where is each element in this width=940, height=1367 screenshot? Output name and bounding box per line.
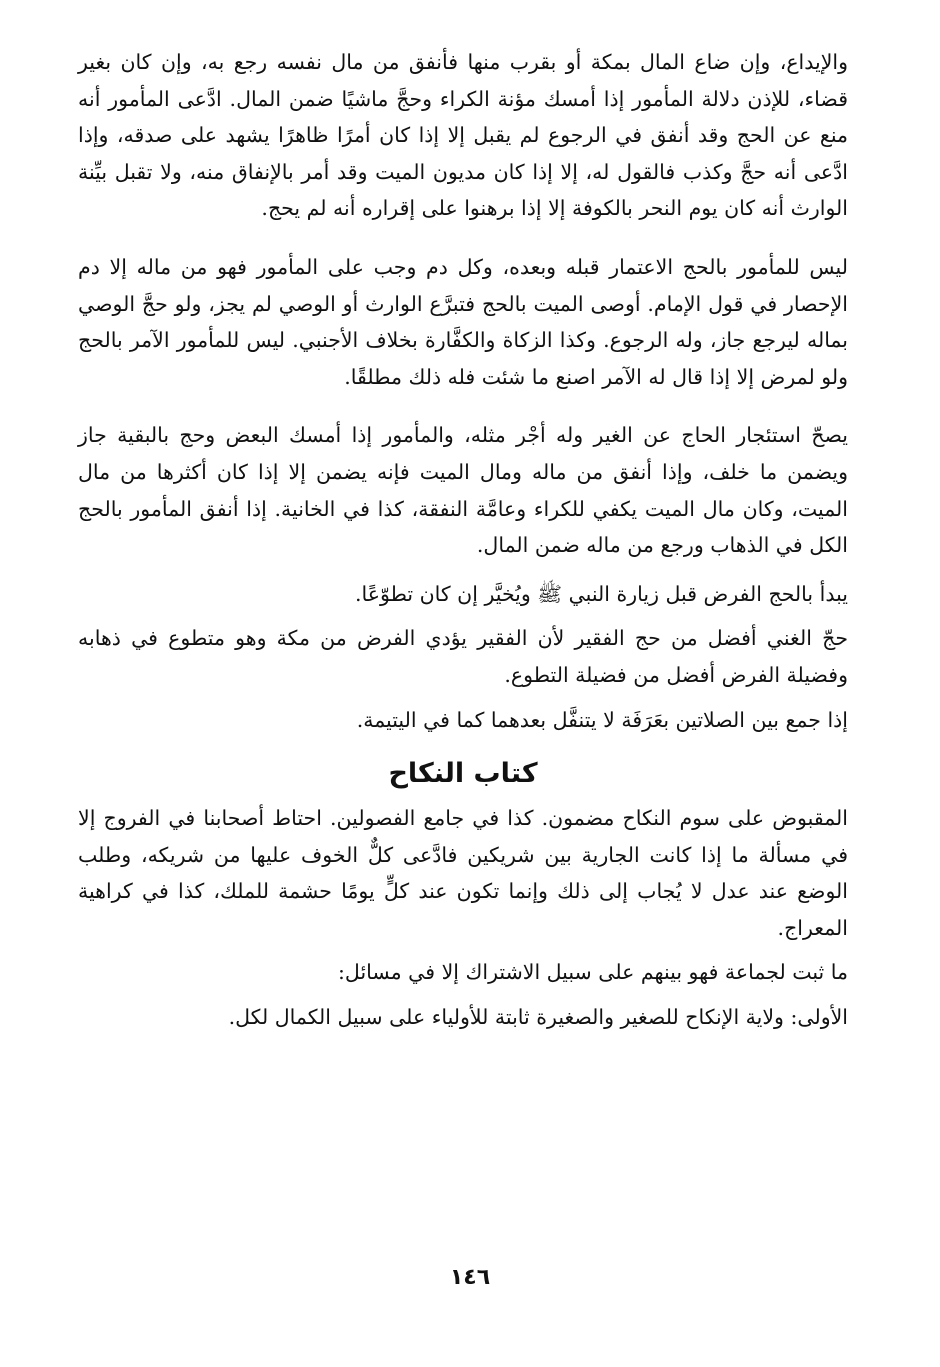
- page-number: ١٤٦: [449, 1265, 491, 1290]
- chapter-heading: كتاب النكاح: [388, 758, 538, 790]
- paragraph: المقبوض على سوم النكاح مضمون. كذا في جامع الفصولين. احتاط أصحابنا في الفروج إلا في مسألة ما إذا كانت الجارية بين شريكين فادَّعى كلٌّ الخوف عليها من شريكه، وطلب الوضع عند عدل لا يُجاب إلى ذلك وإنما تكون عند كلٍّ يومًا حشمة للملك، كذا في كراهية المعراج.: [78, 806, 848, 940]
- paragraph: ما ثبت لجماعة فهو بينهم على سبيل الاشتراك إلا في مسائل:: [338, 960, 848, 985]
- paragraph: يصحّ استئجار الحاج عن الغير وله أجْر مثله، والمأمور إذا أمسك البعض وحج بالبقية جاز ويضمن ما خلف، وإذا أنفق من ماله ومال الميت فإنه يضمن إلا إذا كان أكثرها من مال الميت، وكان مال الميت يكفي للكراء وعامَّة النفقة، كذا في الخانية. إذا أنفق المأمور بالحج الكل في الذهاب ورجع من ماله ضمن المال.: [78, 423, 848, 558]
- paragraph: الأولى: ولاية الإنكاح للصغير والصغيرة ثابتة للأولياء على سبيل الكمال لكل.: [228, 1005, 848, 1030]
- paragraph: حجّ الغني أفضل من حج الفقير لأن الفقير يؤدي الفرض من مكة وهو متطوع في ذهابه وفضيلة الفرض أفضل من فضيلة التطوع.: [78, 626, 848, 687]
- paragraph: والإيداع، وإن ضاع المال بمكة أو بقرب منها فأنفق من مال نفسه رجع به، وإن كان بغير قضاء، للإذن دلالة المأمور إذا أمسك مؤنة الكراء وحجَّ ماشيًا ضمن المال. ادَّعى المأمور أنه منع عن الحج وقد أنفق في الرجوع لم يقبل إلا إذا كان أمرًا ظاهرًا يشهد على صدقه، وإذا ادَّعى أنه حجَّ وكذب فالقول له، إلا إذا كان مديون الميت وقد أمر بالإنفاق منه، ولا تقبل بيِّنة الوارث أنه كان يوم النحر بالكوفة إلا إذا برهنوا على إقراره أنه لم يحج.: [78, 50, 848, 221]
- paragraph: إذا جمع بين الصلاتين بعَرَفَة لا يتنفَّل بعدهما كما في اليتيمة.: [356, 707, 848, 732]
- paragraph: يبدأ بالحج الفرض قبل زيارة النبي ﷺ ويُخيَّر إن كان تطوّعًا.: [354, 581, 848, 606]
- page-body: [78, 44, 848, 1036]
- paragraph: ليس للمأمور بالحج الاعتمار قبله وبعده، وكل دم وجب على المأمور فهو من ماله إلا دم الإحصار في قول الإمام. أوصى الميت بالحج فتبرَّع الوارث أو الوصي لم يجز، ولو حجَّ الوصي بماله ليرجع جاز، وله الرجوع. وكذا الزكاة والكفَّارة بخلاف الأجنبي. ليس للمأمور الآمر بالحج ولو لمرض إلا إذا قال له الآمر اصنع ما شئت فله ذلك مطلقًا.: [78, 254, 848, 389]
